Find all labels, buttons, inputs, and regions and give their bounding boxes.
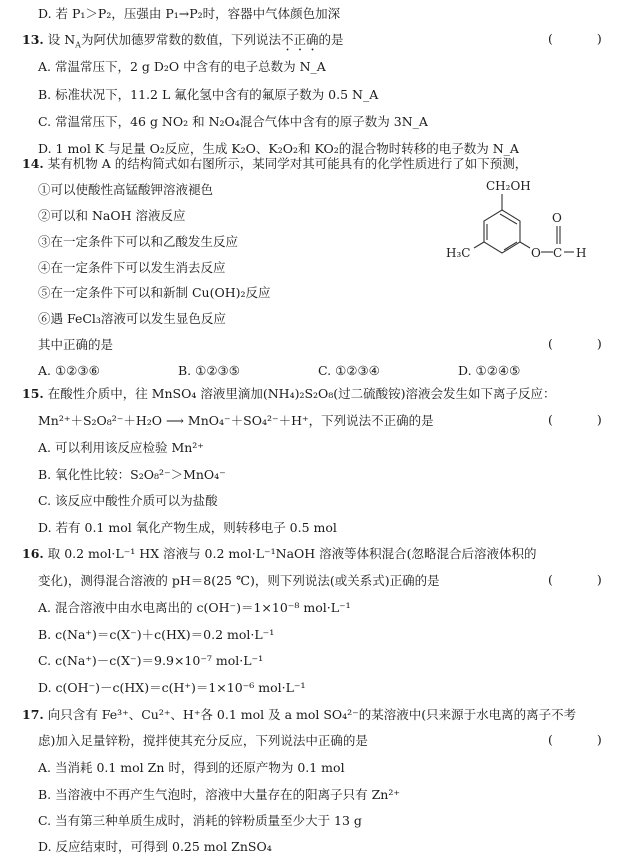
q14-choice-b: B. ①②③⑤ (178, 363, 240, 378)
q16-option-a: A. 混合溶液中由水电离出的 c(OH⁻)＝1×10⁻⁸ mol·L⁻¹ (38, 600, 351, 615)
svg-text:CH₂OH: CH₂OH (486, 179, 531, 193)
q16-answer-blank: ( ) (548, 572, 622, 587)
q13-number: 13. (22, 32, 44, 47)
q14-question: 其中正确的是 (38, 337, 114, 352)
q13-option-a: A. 常温常压下，2 g D₂O 中含有的电子总数为 N_A (38, 59, 326, 74)
q17-answer-blank: ( ) (548, 732, 622, 747)
q16-option-b: B. c(Na⁺)＝c(X⁻)＋c(HX)＝0.2 mol·L⁻¹ (38, 627, 275, 642)
q14-item-5: ⑤在一定条件下可以和新制 Cu(OH)₂反应 (38, 285, 271, 300)
svg-text:O: O (531, 246, 541, 260)
q16-number: 16. (22, 546, 44, 561)
q14-answer-blank: ( ) (548, 336, 622, 351)
q17-option-d: D. 反应结束时，可得到 0.25 mol ZnSO₄ (38, 839, 272, 854)
q17-option-b: B. 当溶液中不再产生气泡时，溶液中大量存在的阳离子只有 Zn²⁺ (38, 787, 400, 802)
q16-option-c: C. c(Na⁺)－c(X⁻)＝9.9×10⁻⁷ mol·L⁻¹ (38, 653, 264, 668)
q15-number: 15. (22, 386, 44, 401)
q14-item-6: ⑥遇 FeCl₃溶液可以发生显色反应 (38, 311, 226, 326)
q17-stem-line1: 17. 向只含有 Fe³⁺、Cu²⁺、H⁺各 0.1 mol 及 a mol SO₄²⁻的某溶液中(只来源于水电离的离子不考 (22, 707, 577, 722)
svg-text:O: O (552, 211, 562, 225)
q16-stem-line1: 16. 取 0.2 mol·L⁻¹ HX 溶液与 0.2 mol·L⁻¹NaOH 溶液等体积混合(忽略混合后溶液体积的 (22, 546, 537, 561)
q14-choice-c: C. ①②③④ (318, 363, 380, 378)
emphasis-not-correct: 不正确 (280, 32, 319, 47)
q15-stem: 15. 在酸性介质中，往 MnSO₄ 溶液里滴加(NH₄)₂S₂O₈(过二硫酸铵)溶液会发生如下离子反应： (22, 386, 556, 401)
q15-option-c: C. 该反应中酸性介质可以为盐酸 (38, 493, 218, 508)
q14-item-3: ③在一定条件下可以和乙酸发生反应 (38, 234, 239, 249)
q15-equation: Mn²⁺＋S₂O₈²⁻＋H₂O ⟶ MnO₄⁻＋SO₄²⁻＋H⁺，下列说法不正确的是 (38, 413, 434, 428)
q14-item-4: ④在一定条件下可以发生消去反应 (38, 260, 226, 275)
q12-option-d: D. 若 P₁＞P₂，压强由 P₁→P₂时，容器中气体颜色加深 (38, 6, 341, 21)
q17-option-c: C. 当有第三种单质生成时，消耗的锌粉质量至少大于 13 g (38, 813, 362, 828)
q13-answer-blank: ( ) (548, 31, 622, 46)
q13-option-b: B. 标准状况下，11.2 L 氟化氢中含有的氟原子数为 0.5 N_A (38, 87, 379, 102)
q14-number: 14. (22, 156, 44, 171)
q14-item-2: ②可以和 NaOH 溶液反应 (38, 208, 186, 223)
q13-stem: 13. 设 $N_A$为阿伏加德罗常数的数值，下列说法不正确的是 (22, 32, 344, 50)
q17-option-a: A. 当消耗 0.1 mol Zn 时，得到的还原产物为 0.1 mol (38, 760, 345, 775)
svg-text:C: C (553, 246, 563, 260)
q14-choice-a: A. ①②③⑥ (38, 363, 100, 378)
q14-stem: 14. 某有机物 A 的结构简式如右图所示，某同学对其可能具有的化学性质进行了如下预测， (22, 156, 528, 171)
q13-option-c: C. 常温常压下，46 g NO₂ 和 N₂O₄混合气体中含有的原子数为 3N_A (38, 114, 428, 129)
q15-option-a: A. 可以利用该反应检验 Mn²⁺ (38, 440, 204, 455)
svg-text:H₃C: H₃C (446, 246, 471, 260)
benzene-ring-structure-icon (440, 172, 610, 272)
q14-choice-d: D. ①②④⑤ (458, 363, 521, 378)
svg-text:H: H (576, 246, 587, 260)
q13-option-d: D. 1 mol K 与足量 O₂反应，生成 K₂O、K₂O₂和 KO₂的混合物时转移的电子数为 N_A (38, 141, 519, 156)
q17-stem-line2: 虑)加入足量锌粉，搅拌使其充分反应，下列说法中正确的是 (38, 733, 368, 748)
structure-diagram (440, 172, 610, 272)
q14-item-1: ①可以使酸性高锰酸钾溶液褪色 (38, 182, 214, 197)
q15-answer-blank: ( ) (548, 412, 622, 427)
q14-choices (38, 362, 598, 380)
q17-number: 17. (22, 707, 44, 722)
q16-option-d: D. c(OH⁻)－c(HX)＝c(H⁺)＝1×10⁻⁶ mol·L⁻¹ (38, 680, 306, 695)
q15-option-b: B. 氧化性比较：S₂O₈²⁻＞MnO₄⁻ (38, 467, 226, 482)
q15-option-d: D. 若有 0.1 mol 氧化产物生成，则转移电子 0.5 mol (38, 520, 337, 535)
q16-stem-line2: 变化)，测得混合溶液的 pH＝8(25 ℃)，则下列说法(或关系式)正确的是 (38, 573, 440, 588)
